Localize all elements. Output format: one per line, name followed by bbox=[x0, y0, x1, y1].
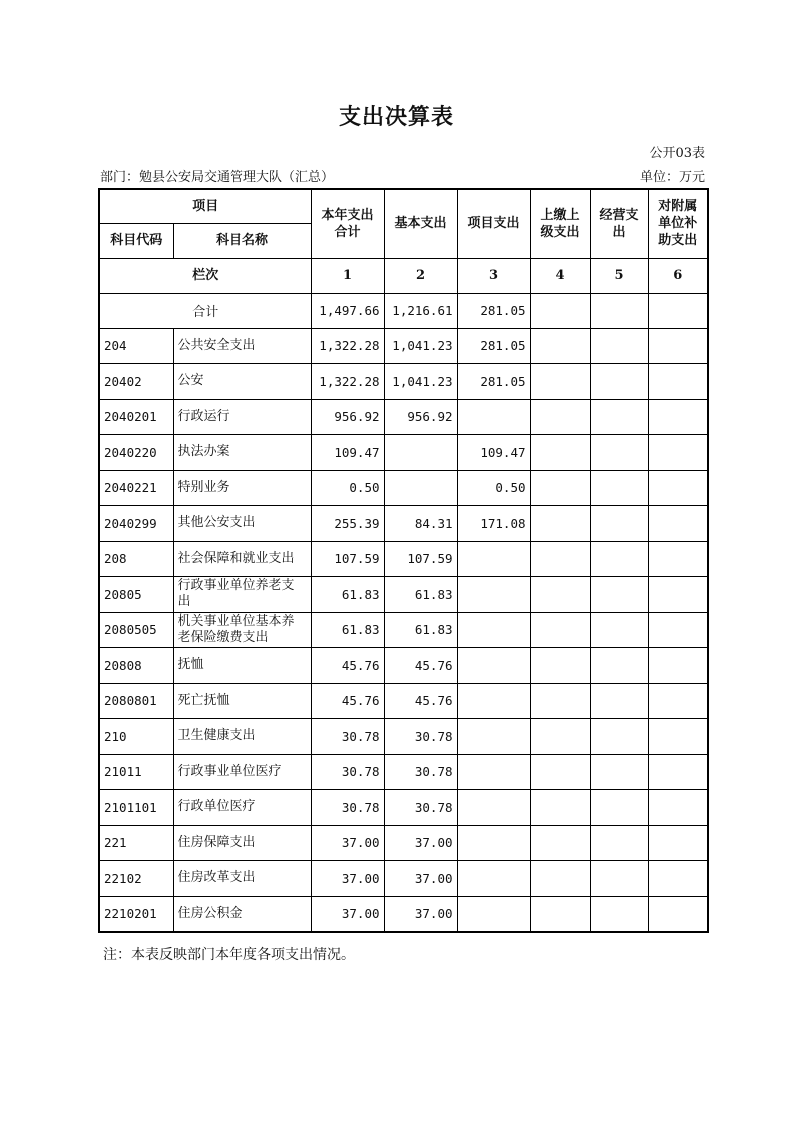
table-row bbox=[99, 896, 708, 932]
column-index-3: 3 bbox=[457, 258, 530, 293]
row-operating bbox=[590, 399, 648, 435]
row-code: 21011 bbox=[99, 754, 173, 790]
row-name: 住房保障支出 bbox=[173, 825, 311, 861]
row-subsidy bbox=[648, 328, 708, 364]
row-total: 37.00 bbox=[311, 896, 384, 932]
row-project: 281.05 bbox=[457, 328, 530, 364]
row-remit bbox=[530, 506, 590, 542]
row-basic: 84.31 bbox=[384, 506, 457, 542]
row-basic bbox=[384, 435, 457, 471]
page-title: 支出决算表 bbox=[338, 104, 454, 130]
row-total: 30.78 bbox=[311, 790, 384, 826]
row-remit bbox=[530, 719, 590, 755]
row-operating bbox=[590, 648, 648, 684]
header-remit-upper: 上缴上级支出 bbox=[530, 189, 590, 258]
table-row bbox=[99, 328, 708, 364]
row-code: 20402 bbox=[99, 364, 173, 400]
row-code: 2040201 bbox=[99, 399, 173, 435]
row-subsidy bbox=[648, 470, 708, 506]
row-subsidy bbox=[648, 790, 708, 826]
row-project: 109.47 bbox=[457, 435, 530, 471]
table-row bbox=[99, 825, 708, 861]
row-remit bbox=[530, 790, 590, 826]
column-index-1: 1 bbox=[311, 258, 384, 293]
row-total: 1,322.28 bbox=[311, 328, 384, 364]
row-remit bbox=[530, 612, 590, 648]
row-basic: 30.78 bbox=[384, 790, 457, 826]
row-code: 210 bbox=[99, 719, 173, 755]
row-remit bbox=[530, 399, 590, 435]
row-name: 行政单位医疗 bbox=[173, 790, 311, 826]
row-total: 109.47 bbox=[311, 435, 384, 471]
header-operating: 经营支出 bbox=[590, 189, 648, 258]
table-row bbox=[99, 541, 708, 577]
row-code: 2040299 bbox=[99, 506, 173, 542]
row-subsidy bbox=[648, 506, 708, 542]
table-row bbox=[99, 364, 708, 400]
row-name: 行政事业单位养老支出 bbox=[173, 577, 311, 613]
table-row bbox=[99, 612, 708, 648]
row-subsidy bbox=[648, 364, 708, 400]
unit-label: 单位：万元 bbox=[639, 170, 705, 185]
row-subsidy bbox=[648, 577, 708, 613]
row-remit bbox=[530, 896, 590, 932]
row-name: 住房公积金 bbox=[173, 896, 311, 932]
row-operating bbox=[590, 754, 648, 790]
row-code: 2101101 bbox=[99, 790, 173, 826]
row-project bbox=[457, 648, 530, 684]
row-total: 61.83 bbox=[311, 612, 384, 648]
row-subsidy bbox=[648, 612, 708, 648]
row-subsidy bbox=[648, 648, 708, 684]
row-subsidy bbox=[648, 825, 708, 861]
row-operating bbox=[590, 896, 648, 932]
row-project bbox=[457, 612, 530, 648]
row-project: 281.05 bbox=[457, 364, 530, 400]
table-row bbox=[99, 470, 708, 506]
row-basic: 37.00 bbox=[384, 825, 457, 861]
row-operating bbox=[590, 328, 648, 364]
row-name: 执法办案 bbox=[173, 435, 311, 471]
row-code: 20805 bbox=[99, 577, 173, 613]
row-subsidy bbox=[648, 541, 708, 577]
row-name: 死亡抚恤 bbox=[173, 683, 311, 719]
total-row bbox=[99, 293, 708, 328]
row-name: 其他公安支出 bbox=[173, 506, 311, 542]
row-subsidy bbox=[648, 399, 708, 435]
row-total: 30.78 bbox=[311, 719, 384, 755]
row-project bbox=[457, 399, 530, 435]
table-row bbox=[99, 435, 708, 471]
header-subsidy: 对附属单位补助支出 bbox=[648, 189, 708, 258]
row-name: 特别业务 bbox=[173, 470, 311, 506]
row-subsidy bbox=[648, 754, 708, 790]
row-total: 255.39 bbox=[311, 506, 384, 542]
row-project bbox=[457, 541, 530, 577]
row-code: 208 bbox=[99, 541, 173, 577]
row-project: 171.08 bbox=[457, 506, 530, 542]
row-remit bbox=[530, 577, 590, 613]
footnote: 注：本表反映部门本年度各项支出情况。 bbox=[103, 947, 355, 963]
total-remit bbox=[530, 293, 590, 328]
row-total: 37.00 bbox=[311, 861, 384, 897]
row-project bbox=[457, 683, 530, 719]
row-code: 2040220 bbox=[99, 435, 173, 471]
row-remit bbox=[530, 328, 590, 364]
total-operating bbox=[590, 293, 648, 328]
form-number: 公开03表 bbox=[649, 146, 705, 161]
column-index-6: 6 bbox=[648, 258, 708, 293]
column-index-5: 5 bbox=[590, 258, 648, 293]
column-index-4: 4 bbox=[530, 258, 590, 293]
row-basic: 1,041.23 bbox=[384, 364, 457, 400]
row-operating bbox=[590, 435, 648, 471]
row-remit bbox=[530, 470, 590, 506]
row-name: 卫生健康支出 bbox=[173, 719, 311, 755]
row-name: 公安 bbox=[173, 364, 311, 400]
row-remit bbox=[530, 825, 590, 861]
row-subsidy bbox=[648, 683, 708, 719]
row-operating bbox=[590, 577, 648, 613]
row-operating bbox=[590, 541, 648, 577]
row-name: 住房改革支出 bbox=[173, 861, 311, 897]
header-name: 科目名称 bbox=[173, 223, 311, 258]
row-remit bbox=[530, 648, 590, 684]
row-code: 20808 bbox=[99, 648, 173, 684]
row-operating bbox=[590, 506, 648, 542]
row-basic: 61.83 bbox=[384, 577, 457, 613]
row-name: 社会保障和就业支出 bbox=[173, 541, 311, 577]
total-basic: 1,216.61 bbox=[384, 293, 457, 328]
table-row bbox=[99, 719, 708, 755]
row-basic: 107.59 bbox=[384, 541, 457, 577]
row-basic: 45.76 bbox=[384, 683, 457, 719]
table-row bbox=[99, 790, 708, 826]
row-basic: 61.83 bbox=[384, 612, 457, 648]
header-project-expenditure: 项目支出 bbox=[457, 189, 530, 258]
row-project bbox=[457, 754, 530, 790]
table-row bbox=[99, 683, 708, 719]
row-operating bbox=[590, 825, 648, 861]
total-label: 合计 bbox=[99, 293, 311, 328]
row-subsidy bbox=[648, 896, 708, 932]
row-project bbox=[457, 861, 530, 897]
header-total: 本年支出合计 bbox=[311, 189, 384, 258]
row-operating bbox=[590, 790, 648, 826]
row-name: 公共安全支出 bbox=[173, 328, 311, 364]
total-total: 1,497.66 bbox=[311, 293, 384, 328]
row-code: 204 bbox=[99, 328, 173, 364]
table-row bbox=[99, 506, 708, 542]
row-code: 2080505 bbox=[99, 612, 173, 648]
row-subsidy bbox=[648, 435, 708, 471]
row-remit bbox=[530, 435, 590, 471]
department-label: 部门：勉县公安局交通管理大队（汇总） bbox=[100, 170, 335, 185]
row-remit bbox=[530, 683, 590, 719]
row-operating bbox=[590, 364, 648, 400]
row-project: 0.50 bbox=[457, 470, 530, 506]
row-operating bbox=[590, 719, 648, 755]
row-total: 45.76 bbox=[311, 648, 384, 684]
row-name: 行政事业单位医疗 bbox=[173, 754, 311, 790]
row-code: 22102 bbox=[99, 861, 173, 897]
row-project bbox=[457, 577, 530, 613]
row-basic: 1,041.23 bbox=[384, 328, 457, 364]
row-total: 956.92 bbox=[311, 399, 384, 435]
table-row bbox=[99, 754, 708, 790]
table-row bbox=[99, 861, 708, 897]
row-operating bbox=[590, 683, 648, 719]
header-code: 科目代码 bbox=[99, 223, 173, 258]
row-basic: 956.92 bbox=[384, 399, 457, 435]
row-basic: 37.00 bbox=[384, 861, 457, 897]
row-project bbox=[457, 790, 530, 826]
row-project bbox=[457, 896, 530, 932]
row-total: 37.00 bbox=[311, 825, 384, 861]
row-name: 抚恤 bbox=[173, 648, 311, 684]
row-name: 行政运行 bbox=[173, 399, 311, 435]
table-row bbox=[99, 399, 708, 435]
row-project bbox=[457, 719, 530, 755]
row-total: 45.76 bbox=[311, 683, 384, 719]
row-project bbox=[457, 825, 530, 861]
row-basic bbox=[384, 470, 457, 506]
row-subsidy bbox=[648, 719, 708, 755]
row-code: 2080801 bbox=[99, 683, 173, 719]
row-basic: 30.78 bbox=[384, 754, 457, 790]
row-code: 2210201 bbox=[99, 896, 173, 932]
row-total: 107.59 bbox=[311, 541, 384, 577]
table-row bbox=[99, 648, 708, 684]
row-remit bbox=[530, 541, 590, 577]
row-remit bbox=[530, 364, 590, 400]
column-index-2: 2 bbox=[384, 258, 457, 293]
row-total: 1,322.28 bbox=[311, 364, 384, 400]
header-basic: 基本支出 bbox=[384, 189, 457, 258]
total-project: 281.05 bbox=[457, 293, 530, 328]
row-basic: 37.00 bbox=[384, 896, 457, 932]
row-remit bbox=[530, 754, 590, 790]
row-code: 221 bbox=[99, 825, 173, 861]
row-subsidy bbox=[648, 861, 708, 897]
column-index-row bbox=[99, 258, 708, 293]
row-operating bbox=[590, 470, 648, 506]
row-total: 61.83 bbox=[311, 577, 384, 613]
total-subsidy bbox=[648, 293, 708, 328]
row-remit bbox=[530, 861, 590, 897]
row-basic: 30.78 bbox=[384, 719, 457, 755]
table-row bbox=[99, 577, 708, 613]
header-project: 项目 bbox=[99, 189, 311, 223]
expenditure-table bbox=[98, 188, 709, 933]
row-operating bbox=[590, 861, 648, 897]
row-basic: 45.76 bbox=[384, 648, 457, 684]
row-total: 30.78 bbox=[311, 754, 384, 790]
row-code: 2040221 bbox=[99, 470, 173, 506]
row-total: 0.50 bbox=[311, 470, 384, 506]
column-index-label: 栏次 bbox=[99, 258, 311, 293]
row-name: 机关事业单位基本养老保险缴费支出 bbox=[173, 612, 311, 648]
row-operating bbox=[590, 612, 648, 648]
